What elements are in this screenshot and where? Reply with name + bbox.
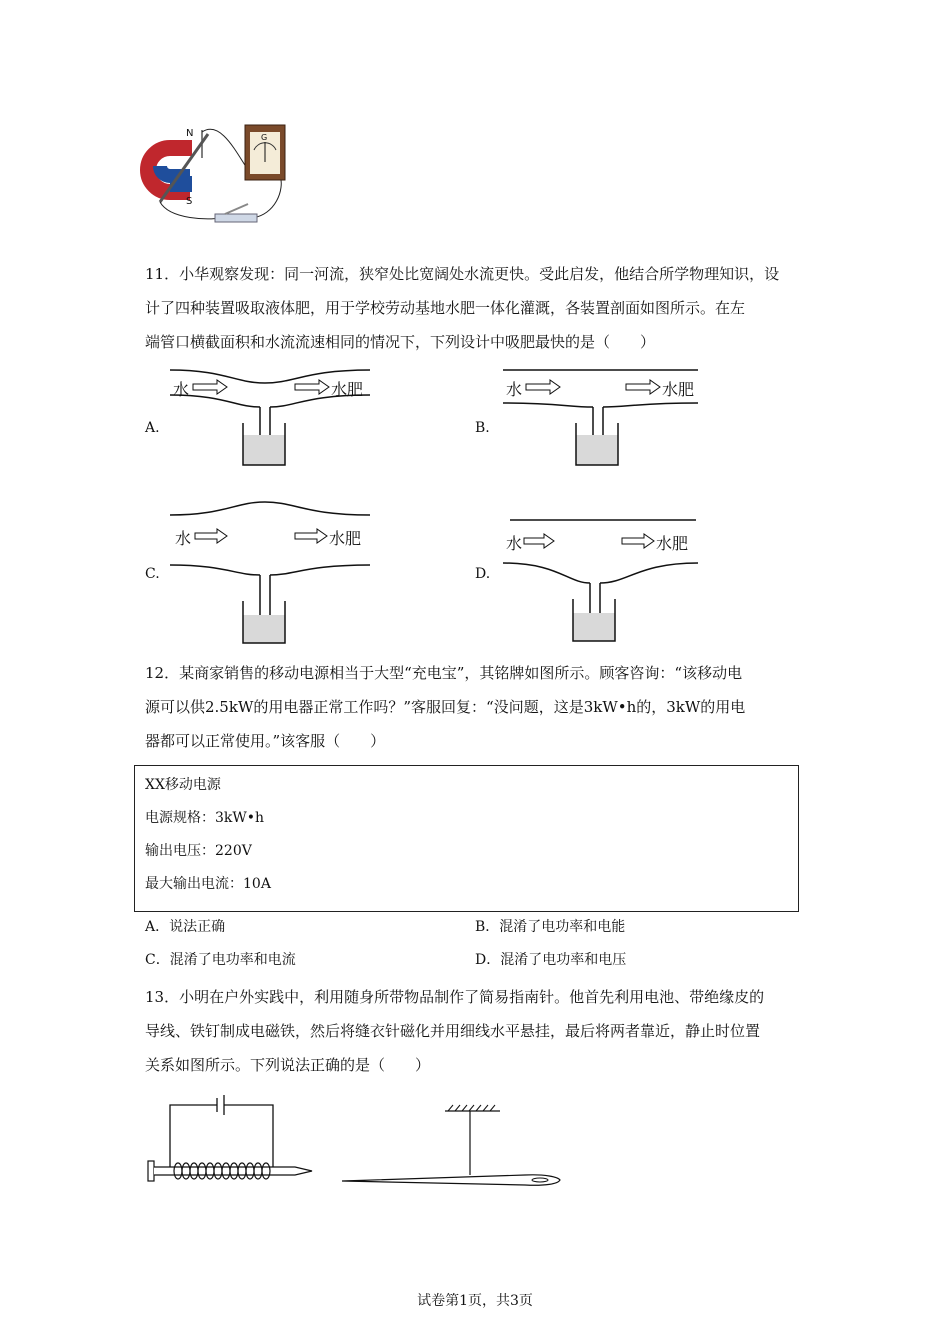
north-pole-label: N xyxy=(186,128,194,139)
water-label: 水 xyxy=(173,380,190,399)
diagram-c xyxy=(165,497,380,647)
water-label: 水 xyxy=(506,380,523,399)
galvanometer-label: G xyxy=(261,133,268,142)
suspended-needle-figure xyxy=(340,1103,565,1193)
electromagnetic-induction-figure xyxy=(140,120,290,235)
q12-option-d: D．混淆了电功率和电压 xyxy=(475,952,627,968)
iron-nail xyxy=(154,1167,312,1175)
diagram-d xyxy=(498,515,713,645)
q12-option-b: B．混淆了电功率和电能 xyxy=(475,919,626,935)
option-d-label: D. xyxy=(475,566,491,582)
sewing-needle xyxy=(342,1175,560,1185)
nail-head xyxy=(148,1161,154,1181)
option-b-label: B. xyxy=(475,420,490,436)
diagram-b xyxy=(498,365,713,470)
power-bank-nameplate xyxy=(134,765,799,912)
fertilizer-label: 水肥 xyxy=(662,380,695,399)
q12-option-c: C．混淆了电功率和电流 xyxy=(145,952,296,968)
plate-current: 最大输出电流：10A xyxy=(145,876,271,892)
fertilizer-label: 水肥 xyxy=(331,380,364,399)
fertilizer-label: 水肥 xyxy=(656,534,689,553)
page-footer: 试卷第1页，共3页 xyxy=(417,1293,533,1309)
plate-capacity: 电源规格：3kW•h xyxy=(145,810,265,826)
knife-switch xyxy=(215,214,257,222)
plate-title: XX移动电源 xyxy=(145,777,221,793)
fertilizer-label: 水肥 xyxy=(329,529,362,548)
water-label: 水 xyxy=(175,529,192,548)
question-12-text: 12．某商家销售的移动电源相当于大型“充电宝”，其铭牌如图所示。顾客咨询：“该移动电 源可以供2.5kW的用电器正常工作吗？”客服回复：“没问题，这是3kW•h的，3kW的用电 器都可以正常使用。”该客服（ ） xyxy=(145,664,746,750)
option-c-label: C. xyxy=(145,566,160,582)
q12-option-a: A．说法正确 xyxy=(145,919,226,935)
option-a-label: A. xyxy=(145,420,160,436)
water-label: 水 xyxy=(506,534,523,553)
south-pole-label: S xyxy=(186,196,193,207)
diagram-a xyxy=(165,365,380,470)
electromagnet-figure xyxy=(140,1095,320,1190)
question-11-text: 11．小华观察发现：同一河流，狭窄处比宽阔处水流更快。受此启发，他结合所学物理知识，设 计了四种装置吸取液体肥，用于学校劳动基地水肥一体化灌溉，各装置剖面如图所示。在左 端管口横截面积和水流流速相同的情况下，下列设计中吸肥最快的是（ ） xyxy=(145,265,780,351)
question-13-text: 13．小明在户外实践中，利用随身所带物品制作了简易指南针。他首先利用电池、带绝缘皮的 导线、铁钉制成电磁铁，然后将缝衣针磁化并用细线水平悬挂，最后将两者靠近，静止时位置 关系如图所示。下列说法正确的是（ ） xyxy=(145,988,765,1074)
plate-voltage: 输出电压：220V xyxy=(145,843,252,859)
